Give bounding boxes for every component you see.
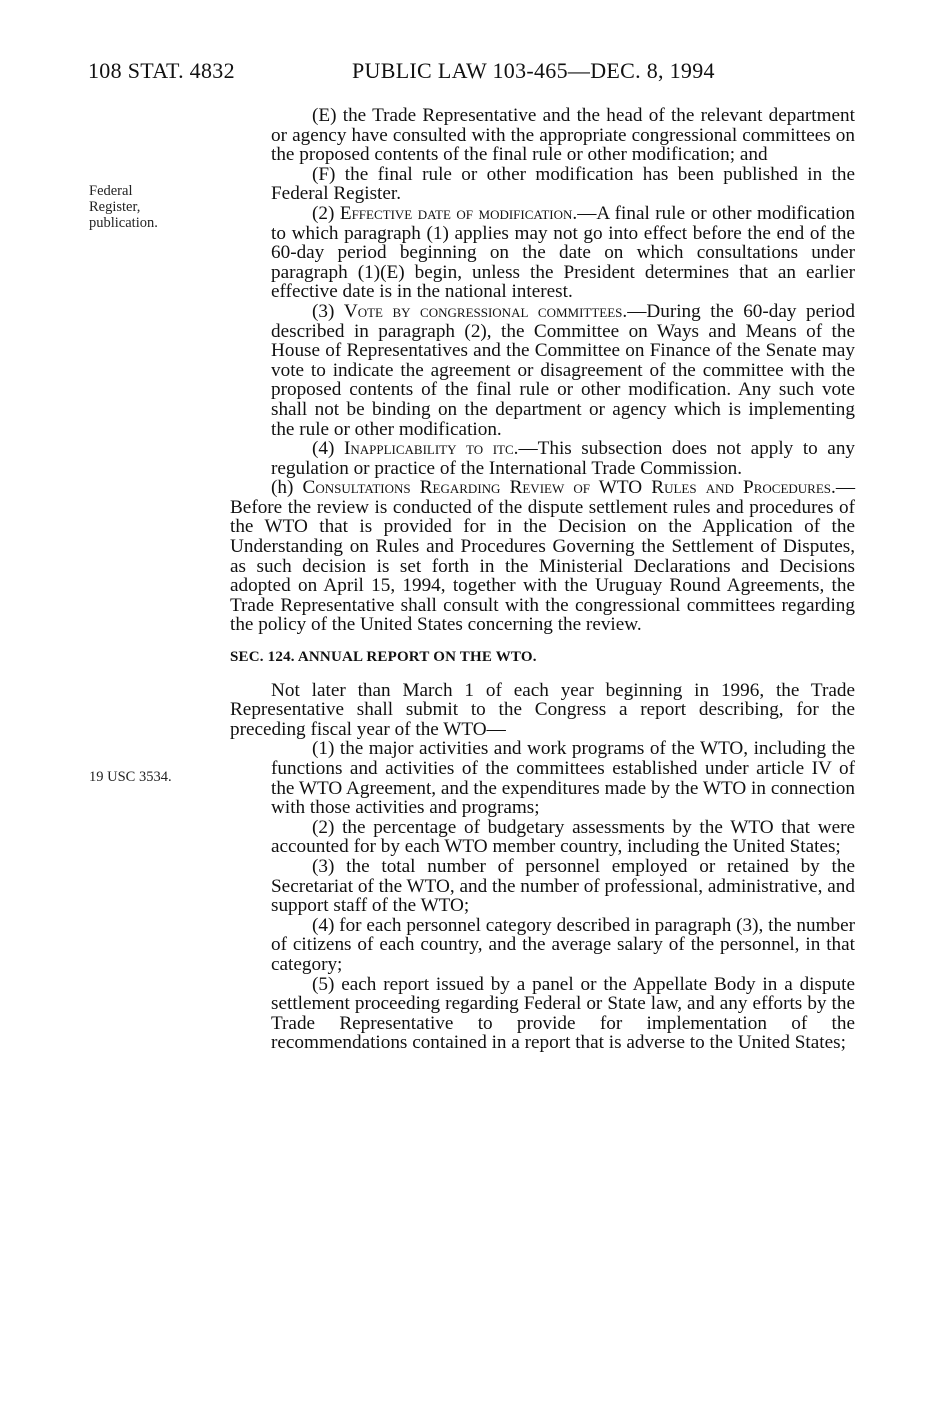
margin-note-line: Register, — [89, 199, 141, 215]
list-item: (2) the percentage of budgetary assessments by the WTO that were accounted for by each WTO member country, including the United States; — [271, 816, 855, 858]
main-text — [230, 106, 855, 1053]
list-item: (5) each report issued by a panel or the Appellate Body in a dispute settlement proceeding regarding Federal or State law, and any efforts by the Trade Representative to provide for implementation of the recommendations contained in a report that is adverse to the United States; — [271, 973, 855, 1054]
page-stat-number: 108 STAT. 4832 — [88, 58, 235, 83]
paragraph-heading: Effective date of modification. — [339, 202, 578, 224]
margin-note-line: publication. — [89, 215, 158, 231]
section-124-heading: SEC. 124. ANNUAL REPORT ON THE WTO. — [230, 649, 537, 666]
paragraph-heading: Vote by congressional committees. — [343, 300, 628, 322]
paragraph-4 — [230, 439, 855, 478]
paragraph-2 — [230, 204, 855, 302]
list-item: (4) for each personnel category described in paragraph (3), the number of citizens of each country, and the average salary of the personnel, in that category; — [271, 914, 855, 975]
paragraph-3 — [230, 302, 855, 439]
margin-note-usc: 19 USC 3534. — [89, 769, 172, 785]
paragraph-heading: Inapplicability to itc. — [343, 438, 519, 460]
margin-note-line: Federal — [89, 183, 133, 199]
paragraph-f: (F) the final rule or other modification has been published in the Federal Register. — [271, 163, 855, 205]
subsection-h — [230, 478, 855, 635]
paragraph-text: —During the 60-day period described in paragraph (2), the Committee on Ways and Means of the House of Representatives and the Committee on Finance of the Senate may vote to indicate the agreement or disagreement of the committee with the proposed contents of the final rule or other modification. Any such vote shall not be binding on the department or agency which is implementing the rule or other modification. — [271, 300, 855, 440]
paragraph-number: (4) — [312, 438, 335, 460]
paragraph-number: (3) — [312, 300, 335, 322]
subsection-number: (h) — [271, 477, 294, 499]
section-intro: Not later than March 1 of each year beginning in 1996, the Trade Representative shall submit to the Congress a report describing, for the preceding fiscal year of the WTO— — [230, 679, 855, 740]
subsection-heading: Consultations Regarding Review of WTO Rules and Procedures. — [302, 477, 836, 499]
paragraph-number: (2) — [312, 202, 335, 224]
margin-note-federal-register — [89, 183, 158, 231]
paragraph-text: —A final rule or other modification to which paragraph (1) applies may not go into effect before the end of the 60-day period beginning on the date on which consultations under paragraph (1)(E) begin, unless the President determines that an earlier effective date is in the national interest. — [271, 202, 856, 303]
page-public-law-header: PUBLIC LAW 103-465—DEC. 8, 1994 — [352, 58, 715, 83]
list-item: (1) the major activities and work programs of the WTO, including the functions and activities of the committees established under article IV of the WTO Agreement, and the expenditures made by the WTO in connection with those activities and programs; — [271, 738, 855, 819]
list-item: (3) the total number of personnel employed or retained by the Secretariat of the WTO, and the number of professional, administrative, and support staff of the WTO; — [271, 855, 855, 917]
paragraph-e: (E) the Trade Representative and the head of the relevant department or agency have consulted with the appropriate congressional committees on the proposed contents of the final rule or other modification; and — [271, 105, 855, 166]
paragraph-text: —This subsection does not apply to any regulation or practice of the International Trade Commission. — [271, 438, 856, 479]
subsection-text: —Before the review is conducted of the dispute settlement rules and procedures of the WTO that is provided for in the Decision on the Application of the Understanding on Rules and Procedures Governing the Settlement of Disputes, as such decision is set forth in the Ministerial Declarations and Decisions adopted on April 15, 1994, together with the Uruguay Round Agreements, the Trade Representative shall consult with the congressional committees regarding the policy of the United States concerning the review. — [230, 477, 855, 636]
